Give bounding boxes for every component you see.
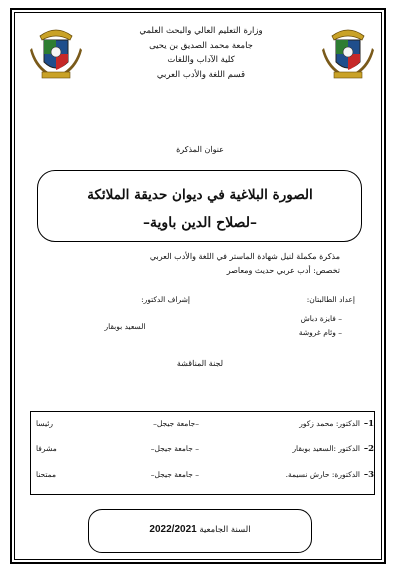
thesis-subtitle: –لصلاح الدين باوية– [143, 215, 257, 231]
committee-row [0, 419, 374, 435]
memo-title-label: عنوان المذكرة [176, 145, 224, 154]
department-name: قسم اللغة والأدب العربي [156, 69, 246, 80]
academic-year [0, 524, 400, 535]
committee-label: لجنة المناقشة [176, 359, 224, 368]
committee-row [0, 444, 374, 460]
academic-year-value: 2022/2021 [149, 524, 197, 535]
supervisor-label: إشراف الدكتور: [141, 295, 190, 304]
title-box [37, 170, 362, 242]
supervisor-name: السعيد بوبقار [104, 322, 146, 331]
university-emblem-left [30, 24, 82, 80]
committee-member-name: الدكتور: محمد زكور [299, 419, 360, 428]
committee-index: 2– [363, 444, 374, 454]
committee-index: 1– [363, 419, 374, 429]
committee-member-role: رئيسا [36, 419, 53, 428]
university-emblem-right [322, 24, 374, 80]
committee-member-role: مشرفا [36, 444, 57, 453]
student-name: – وئام غروشة [298, 328, 342, 337]
committee-member-role: ممتحنا [36, 470, 57, 479]
committee-member-university: – جامعة جيجل– [150, 470, 199, 479]
academic-year-label: السنة الجامعية [199, 525, 251, 535]
committee-member-university: –جامعة جيجل– [153, 419, 199, 428]
university-name: جامعة محمد الصديق بن يحيى [149, 40, 253, 51]
students-label: إعداد الطالبتان: [306, 295, 355, 304]
specialty: تخصص: أدب عربي حديث ومعاصر [226, 266, 340, 275]
student-name: – فايزة دباش [300, 314, 342, 323]
committee-member-name: الدكتورة: حارش نسيمة. [285, 470, 360, 479]
committee-row [0, 470, 374, 486]
institution-header [90, 24, 312, 82]
thesis-purpose: مذكرة مكملة لنيل شهادة الماستر في اللغة والأدب العربي [149, 252, 340, 261]
thesis-title: الصورة البلاغية في ديوان حديقة الملائكة [87, 187, 313, 203]
faculty-name: كلية الآداب واللغات [167, 55, 235, 65]
committee-member-university: – جامعة جيجل– [150, 444, 199, 453]
committee-member-name: الدكتور :السعيد بوبقار [292, 444, 360, 453]
committee-index: 3– [363, 470, 374, 480]
ministry-name: وزارة التعليم العالي والبحث العلمي [139, 26, 263, 36]
